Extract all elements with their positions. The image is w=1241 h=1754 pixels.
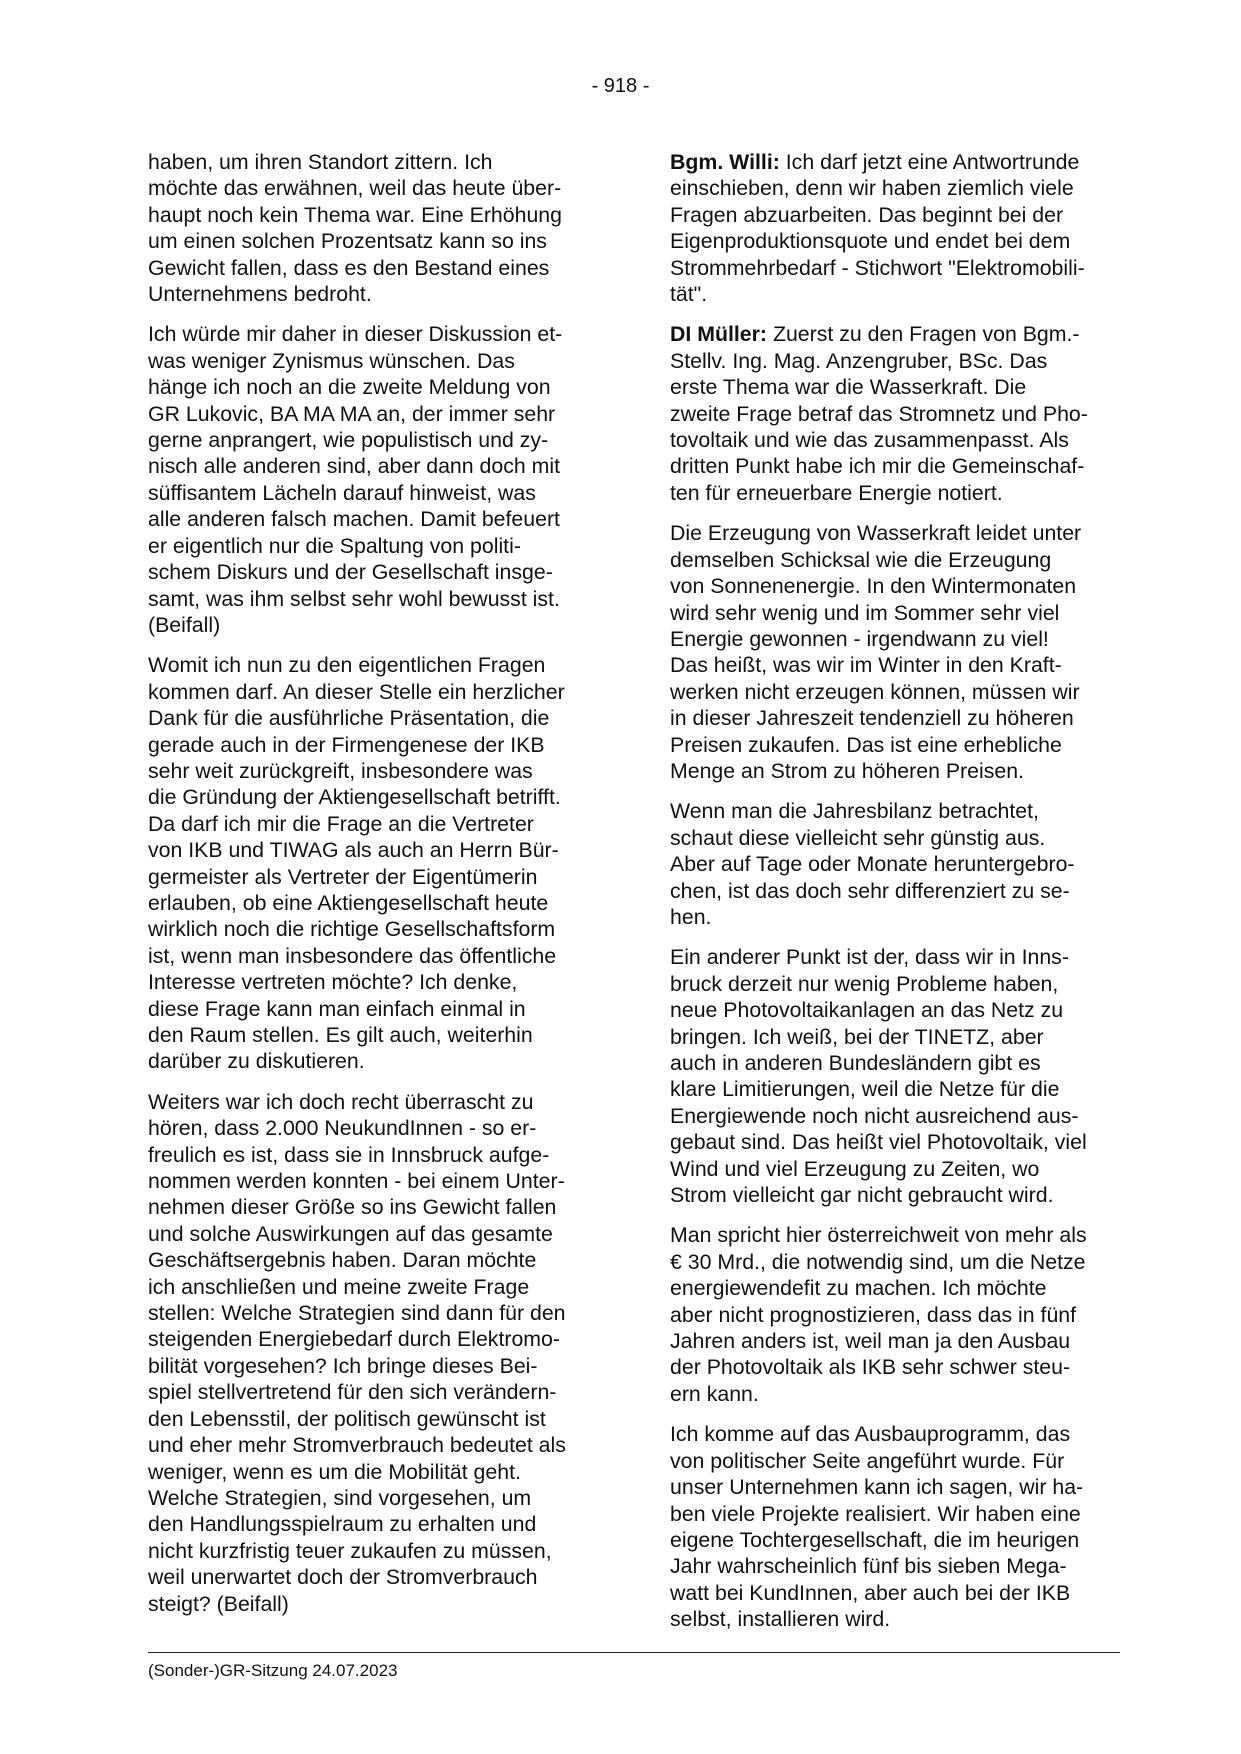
paragraph	[670, 321, 1130, 506]
text-line	[148, 1379, 603, 1405]
text-line	[148, 1326, 603, 1352]
paragraph	[670, 520, 1130, 784]
text-line	[670, 374, 1130, 400]
text-line	[148, 1591, 603, 1617]
text-line	[670, 758, 1130, 784]
text-line	[670, 175, 1130, 201]
text-line	[670, 520, 1130, 546]
text-line	[148, 149, 603, 175]
paragraph	[670, 1421, 1130, 1632]
line-text: hören, dass 2.000 NeukundInnen - so er-	[148, 1116, 537, 1141]
text-line	[148, 1538, 603, 1564]
page-number: - 918 -	[591, 75, 650, 97]
line-text: um einen solchen Prozentsatz kann so ins	[148, 229, 547, 254]
text-line	[670, 1302, 1130, 1328]
paragraph	[148, 149, 603, 307]
line-text: aber nicht prognostizieren, dass das in fünf	[670, 1302, 1077, 1327]
text-line	[148, 732, 603, 758]
text-line	[148, 811, 603, 837]
line-text: ben viele Projekte realisiert. Wir haben eine	[670, 1501, 1081, 1526]
text-line	[148, 890, 603, 916]
text-line	[148, 427, 603, 453]
line-text: schem Diskurs und der Gesellschaft insge-	[148, 560, 553, 585]
text-line	[670, 1553, 1130, 1579]
line-text: neue Photovoltaikanlagen an das Netz zu	[670, 998, 1064, 1023]
line-text: € 30 Mrd., die notwendig sind, um die Netze	[670, 1249, 1086, 1274]
text-line	[148, 996, 603, 1022]
line-text: gebaut sind. Das heißt viel Photovoltaik, viel	[670, 1130, 1087, 1155]
text-line	[670, 1129, 1130, 1155]
text-line	[148, 175, 603, 201]
text-line	[148, 758, 603, 784]
line-text: gerade auch in der Firmengenese der IKB	[148, 732, 545, 757]
text-line	[670, 1328, 1130, 1354]
line-text: Fragen abzuarbeiten. Das beginnt bei der	[670, 202, 1064, 227]
text-line	[670, 944, 1130, 970]
text-line	[670, 281, 1130, 307]
paragraph	[670, 149, 1130, 307]
line-text: weniger, wenn es um die Mobilität geht.	[148, 1459, 521, 1484]
line-text: tät".	[670, 282, 708, 307]
line-text: Energiewende noch nicht ausreichend aus-	[670, 1103, 1079, 1128]
line-text: einschieben, denn wir haben ziemlich viele	[670, 176, 1074, 201]
text-line	[148, 374, 603, 400]
line-text: Welche Strategien, sind vorgesehen, um	[148, 1485, 532, 1510]
text-line	[148, 612, 603, 638]
line-text: gerne anprangert, wie populistisch und zy-	[148, 428, 549, 453]
text-line	[670, 1474, 1130, 1500]
line-text: Energie gewonnen - irgendwann zu viel!	[670, 626, 1049, 651]
line-text: er eigentlich nur die Spaltung von politi-	[148, 533, 521, 558]
line-text: eigene Tochtergesellschaft, die im heurigen	[670, 1527, 1080, 1552]
line-text: ich anschließen und meine zweite Frage	[148, 1274, 530, 1299]
footer-divider	[148, 1652, 1120, 1653]
text-line	[670, 1103, 1130, 1129]
text-line	[148, 1432, 603, 1458]
text-line	[148, 916, 603, 942]
line-text: den Raum stellen. Es gilt auch, weiterhin	[148, 1023, 533, 1047]
line-text: (Beifall)	[148, 612, 221, 637]
text-line	[148, 255, 603, 281]
text-line	[670, 401, 1130, 427]
line-text: hänge ich noch an die zweite Meldung von	[148, 375, 551, 400]
text-line	[148, 784, 603, 810]
text-line	[148, 1022, 603, 1048]
line-text: von IKB und TIWAG als auch an Herrn Bür-	[148, 838, 559, 863]
text-line	[148, 348, 603, 374]
text-line	[670, 851, 1130, 877]
line-text: nisch alle anderen sind, aber dann doch mit	[148, 454, 561, 479]
line-text: dritten Punkt habe ich mir die Gemeinschaf-	[670, 454, 1085, 479]
paragraph	[670, 944, 1130, 1208]
text-line	[148, 1247, 603, 1273]
text-line	[148, 321, 603, 347]
line-text: hen.	[670, 904, 712, 929]
line-text: weil unerwartet doch der Stromverbrauch	[148, 1565, 538, 1590]
footer-session-label: (Sonder-)GR-Sitzung 24.07.2023	[148, 1661, 398, 1680]
speaker-name: Bgm. Willi:	[670, 150, 780, 174]
line-text: samt, was ihm selbst sehr wohl bewusst ist.	[148, 586, 560, 611]
text-line	[670, 427, 1130, 453]
line-text: Ich würde mir daher in dieser Diskussion et-	[148, 322, 563, 347]
line-text: demselben Schicksal wie die Erzeugung	[670, 547, 1052, 572]
line-text: Unternehmens bedroht.	[148, 282, 372, 307]
text-line	[148, 943, 603, 969]
line-text: bruck derzeit nur wenig Probleme haben,	[670, 971, 1059, 996]
text-line	[148, 1511, 603, 1537]
line-text: und eher mehr Stromverbrauch bedeutet als	[148, 1433, 566, 1458]
text-line	[148, 1115, 603, 1141]
text-line	[148, 1353, 603, 1379]
line-text: Strom vielleicht gar nicht gebraucht wird.	[670, 1183, 1054, 1208]
line-text: und solche Auswirkungen auf das gesamte	[148, 1221, 553, 1246]
line-text: selbst, installieren wird.	[670, 1607, 891, 1632]
text-line	[670, 1076, 1130, 1102]
text-line	[148, 1221, 603, 1247]
line-text: auch in anderen Bundesländern gibt es	[670, 1051, 1041, 1075]
line-text: Gewicht fallen, dass es den Bestand eines	[148, 255, 550, 280]
line-text: süffisantem Lächeln darauf hinweist, was	[148, 480, 536, 505]
text-line	[148, 228, 603, 254]
text-line	[148, 480, 603, 506]
line-text: klare Limitierungen, weil die Netze für die	[670, 1077, 1060, 1102]
line-text: bringen. Ich weiß, bei der TINETZ, aber	[670, 1024, 1044, 1049]
text-line	[148, 202, 603, 228]
paragraph	[148, 321, 603, 638]
line-text: stellen: Welche Strategien sind dann für den	[148, 1301, 566, 1326]
text-line	[148, 1459, 603, 1485]
line-text: Dank für die ausführliche Präsentation, die	[148, 706, 550, 731]
paragraph	[148, 652, 603, 1075]
left-column	[148, 149, 603, 1631]
speaker-name: DI Müller:	[670, 322, 768, 347]
line-text: darüber zu diskutieren.	[148, 1049, 365, 1074]
line-text: schaut diese vielleicht sehr günstig aus.	[670, 825, 1046, 850]
text-line	[148, 1194, 603, 1220]
line-text: GR Lukovic, BA MA MA an, der immer sehr	[148, 401, 556, 426]
line-text: alle anderen falsch machen. Damit befeuert	[148, 507, 560, 532]
text-line	[148, 586, 603, 612]
text-line	[670, 904, 1130, 930]
text-line	[670, 1354, 1130, 1380]
line-text: spiel stellvertretend für den sich verändern-	[148, 1380, 557, 1405]
line-text: in dieser Jahreszeit tendenziell zu höheren	[670, 706, 1074, 731]
text-line	[670, 1448, 1130, 1474]
text-line	[670, 255, 1130, 281]
text-line	[670, 626, 1130, 652]
line-text: Preisen zukaufen. Das ist eine erhebliche	[670, 732, 1062, 757]
text-line	[670, 202, 1130, 228]
text-line	[148, 559, 603, 585]
line-text: erlauben, ob eine Aktiengesellschaft heute	[148, 890, 549, 915]
text-line	[670, 1050, 1130, 1076]
line-text: Eigenproduktionsquote und endet bei dem	[670, 229, 1071, 254]
line-text: Wind und viel Erzeugung zu Zeiten, wo	[670, 1156, 1040, 1181]
text-line	[670, 453, 1130, 479]
line-text: freulich es ist, dass sie in Innsbruck aufge-	[148, 1142, 550, 1167]
text-line	[148, 281, 603, 307]
text-line	[670, 825, 1130, 851]
line-text: steigenden Energiebedarf durch Elektromo-	[148, 1327, 560, 1352]
line-text: Jahren anders ist, weil man ja den Ausbau	[670, 1329, 1071, 1354]
text-line	[670, 149, 1130, 175]
text-line	[670, 228, 1130, 254]
line-text: Ich darf jetzt eine Antwortrunde	[779, 150, 1080, 174]
line-text: Man spricht hier österreichweit von mehr als	[670, 1223, 1087, 1248]
line-text: den Handlungsspielraum zu erhalten und	[148, 1512, 537, 1537]
line-text: nehmen dieser Größe so ins Gewicht fallen	[148, 1195, 557, 1220]
line-text: energiewendefit zu machen. Ich möchte	[670, 1276, 1047, 1301]
line-text: zweite Frage betraf das Stromnetz und Pho-	[670, 401, 1088, 426]
line-text: chen, ist das doch sehr differenziert zu se-	[670, 878, 1070, 903]
text-line	[148, 1274, 603, 1300]
text-line	[148, 864, 603, 890]
line-text: erste Thema war die Wasserkraft. Die	[670, 375, 1027, 400]
line-text: watt bei KundInnen, aber auch bei der IKB	[670, 1580, 1071, 1605]
text-line	[148, 652, 603, 678]
text-line	[148, 506, 603, 532]
text-line	[148, 679, 603, 705]
line-text: Weiters war ich doch recht überrascht zu	[148, 1089, 534, 1114]
line-text: Das heißt, was wir im Winter in den Kraft-	[670, 653, 1062, 678]
line-text: der Photovoltaik als IKB sehr schwer steu-	[670, 1355, 1071, 1380]
text-line	[148, 1406, 603, 1432]
line-text: steigt? (Beifall)	[148, 1591, 289, 1616]
line-text: was weniger Zynismus wünschen. Das	[148, 348, 515, 373]
line-text: tovoltaik und wie das zusammenpasst. Als	[670, 428, 1069, 453]
text-line	[670, 679, 1130, 705]
line-text: unser Unternehmen kann ich sagen, wir ha-	[670, 1475, 1084, 1500]
text-line	[148, 1564, 603, 1590]
line-text: Geschäftsergebnis haben. Daran möchte	[148, 1248, 537, 1273]
line-text: kommen darf. An dieser Stelle ein herzlicher	[148, 679, 565, 704]
text-line	[148, 1168, 603, 1194]
text-line	[670, 1182, 1130, 1208]
line-text: den Lebensstil, der politisch gewünscht ist	[148, 1406, 546, 1431]
line-text: nommen werden konnten - bei einem Unter-	[148, 1169, 565, 1194]
line-text: Zuerst zu den Fragen von Bgm.-	[767, 322, 1080, 347]
text-line	[670, 321, 1130, 347]
text-line	[148, 705, 603, 731]
line-text: Wenn man die Jahresbilanz betrachtet,	[670, 799, 1039, 824]
line-text: von Sonnenenergie. In den Wintermonaten	[670, 574, 1077, 599]
text-line	[148, 1048, 603, 1074]
line-text: wird sehr wenig und im Sommer sehr viel	[670, 600, 1060, 625]
line-text: Stellv. Ing. Mag. Anzengruber, BSc. Das	[670, 348, 1048, 373]
line-text: nicht kurzfristig teuer zukaufen zu müssen,	[148, 1538, 552, 1563]
text-line	[670, 1527, 1130, 1553]
text-line	[148, 453, 603, 479]
line-text: haupt noch kein Thema war. Eine Erhöhung	[148, 202, 562, 227]
text-line	[670, 705, 1130, 731]
text-line	[670, 878, 1130, 904]
text-line	[148, 401, 603, 427]
line-text: bilität vorgesehen? Ich bringe dieses Bei-	[148, 1353, 538, 1378]
line-text: die Gründung der Aktiengesellschaft betrifft.	[148, 785, 561, 810]
text-line	[670, 573, 1130, 599]
text-line	[670, 798, 1130, 824]
line-text: Aber auf Tage oder Monate heruntergebro-	[670, 852, 1075, 877]
text-line	[670, 480, 1130, 506]
line-text: ist, wenn man insbesondere das öffentliche	[148, 943, 557, 968]
line-text: möchte das erwähnen, weil das heute über-	[148, 176, 562, 201]
line-text: Womit ich nun zu den eigentlichen Fragen	[148, 653, 546, 678]
line-text: Da darf ich mir die Frage an die Vertreter	[148, 811, 534, 836]
text-line	[670, 1275, 1130, 1301]
paragraph	[148, 1089, 603, 1617]
line-text: Strommehrbedarf - Stichwort "Elektromobili-	[670, 255, 1085, 280]
line-text: Interesse vertreten möchte? Ich denke,	[148, 970, 518, 995]
text-line	[670, 1381, 1130, 1407]
text-line	[670, 1606, 1130, 1632]
paragraph	[670, 1222, 1130, 1407]
text-line	[670, 348, 1130, 374]
line-text: werken nicht erzeugen können, müssen wir	[670, 679, 1080, 704]
text-line	[670, 732, 1130, 758]
paragraph	[670, 798, 1130, 930]
line-text: Jahr wahrscheinlich fünf bis sieben Mega-	[670, 1554, 1067, 1579]
text-line	[670, 652, 1130, 678]
text-line	[670, 547, 1130, 573]
line-text: germeister als Vertreter der Eigentümerin	[148, 864, 538, 889]
text-line	[148, 1485, 603, 1511]
text-line	[670, 1222, 1130, 1248]
line-text: Ich komme auf das Ausbauprogramm, das	[670, 1422, 1071, 1447]
text-line	[670, 1156, 1130, 1182]
line-text: haben, um ihren Standort zittern. Ich	[148, 150, 493, 174]
line-text: Die Erzeugung von Wasserkraft leidet unter	[670, 521, 1082, 546]
line-text: sehr weit zurückgreift, insbesondere was	[148, 758, 533, 783]
line-text: Ein anderer Punkt ist der, dass wir in Inns-	[670, 945, 1069, 970]
line-text: von politischer Seite angeführt wurde. Für	[670, 1448, 1065, 1473]
line-text: diese Frage kann man einfach einmal in	[148, 996, 526, 1021]
line-text: wirklich noch die richtige Gesellschaftsform	[148, 917, 556, 942]
text-line	[670, 1421, 1130, 1447]
line-text: Menge an Strom zu höheren Preisen.	[670, 758, 1024, 783]
text-line	[670, 1501, 1130, 1527]
text-line	[148, 1142, 603, 1168]
text-line	[670, 997, 1130, 1023]
text-line	[148, 533, 603, 559]
line-text: ten für erneuerbare Energie notiert.	[670, 480, 1003, 505]
line-text: ern kann.	[670, 1381, 759, 1406]
text-line	[670, 1024, 1130, 1050]
text-line	[148, 1089, 603, 1115]
text-line	[148, 969, 603, 995]
text-line	[148, 837, 603, 863]
text-line	[670, 600, 1130, 626]
text-line	[148, 1300, 603, 1326]
text-line	[670, 1249, 1130, 1275]
right-column	[670, 149, 1130, 1647]
text-line	[670, 971, 1130, 997]
text-line	[670, 1580, 1130, 1606]
